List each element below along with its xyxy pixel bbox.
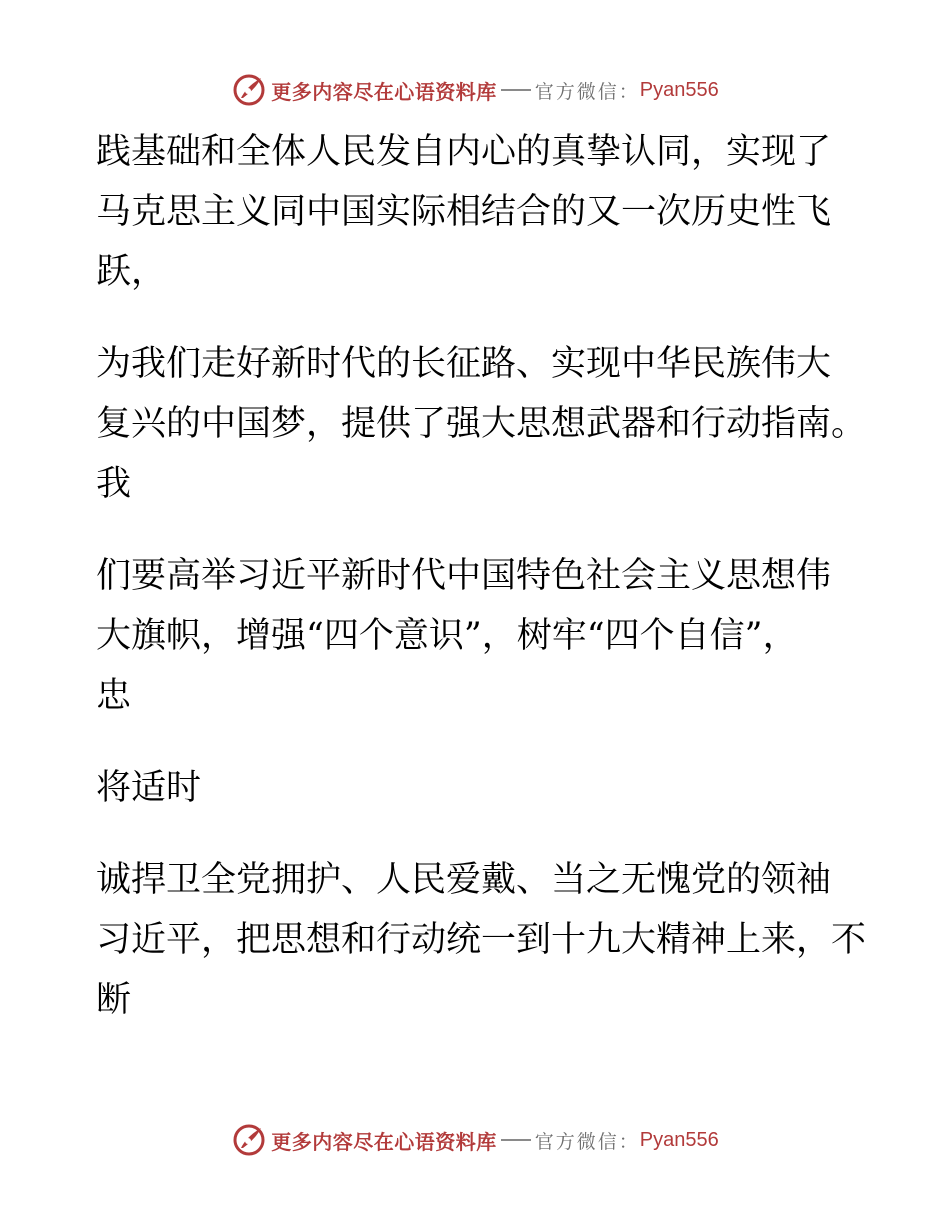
paragraph-line: 忠 bbox=[96, 676, 132, 716]
quill-logo-icon bbox=[231, 72, 267, 108]
paragraph-3 bbox=[96, 546, 836, 726]
paragraph-line: 我 bbox=[96, 464, 132, 504]
footer-banner bbox=[0, 1120, 950, 1160]
paragraph-line: 诚捍卫全党拥护、人民爱戴、当之无愧党的领袖 bbox=[96, 860, 832, 900]
paragraph-line: 马克思主义同中国实际相结合的又一次历史性飞 bbox=[96, 192, 832, 232]
paragraph-line: 复兴的中国梦，提供了强大思想武器和行动指南。 bbox=[96, 404, 867, 444]
paragraph-2 bbox=[96, 334, 867, 514]
footer-dash bbox=[501, 1139, 531, 1141]
paragraph-line: 断 bbox=[96, 980, 132, 1020]
paragraph-line: 大旗帜，增强“四个意识”，树牢“四个自信”， bbox=[96, 616, 798, 656]
paragraph-line: 将适时 bbox=[96, 768, 202, 808]
document-body bbox=[96, 122, 867, 1062]
header-wechat-id: Pyan556 bbox=[639, 78, 719, 101]
footer-brand-text: 更多内容尽在心语资料库 bbox=[271, 1129, 497, 1154]
paragraph-line: 跃， bbox=[96, 252, 167, 292]
paragraph-5 bbox=[96, 850, 867, 1030]
header-brand-text: 更多内容尽在心语资料库 bbox=[271, 79, 497, 104]
footer-wechat-label: 官方微信： bbox=[534, 1130, 640, 1153]
paragraph-line: 为我们走好新时代的长征路、实现中华民族伟大 bbox=[96, 344, 832, 384]
header-wechat-label: 官方微信： bbox=[534, 80, 640, 103]
quill-logo-icon bbox=[231, 1122, 267, 1158]
header-banner bbox=[0, 70, 950, 110]
paragraph-line: 践基础和全体人民发自内心的真挚认同，实现了 bbox=[96, 132, 832, 172]
paragraph-4 bbox=[96, 758, 836, 818]
paragraph-line: 们要高举习近平新时代中国特色社会主义思想伟 bbox=[96, 556, 832, 596]
footer-wechat-id: Pyan556 bbox=[639, 1128, 719, 1151]
header-dash bbox=[501, 89, 531, 91]
paragraph-line: 习近平，把思想和行动统一到十九大精神上来，不 bbox=[96, 920, 867, 960]
paragraph-1 bbox=[96, 122, 836, 302]
